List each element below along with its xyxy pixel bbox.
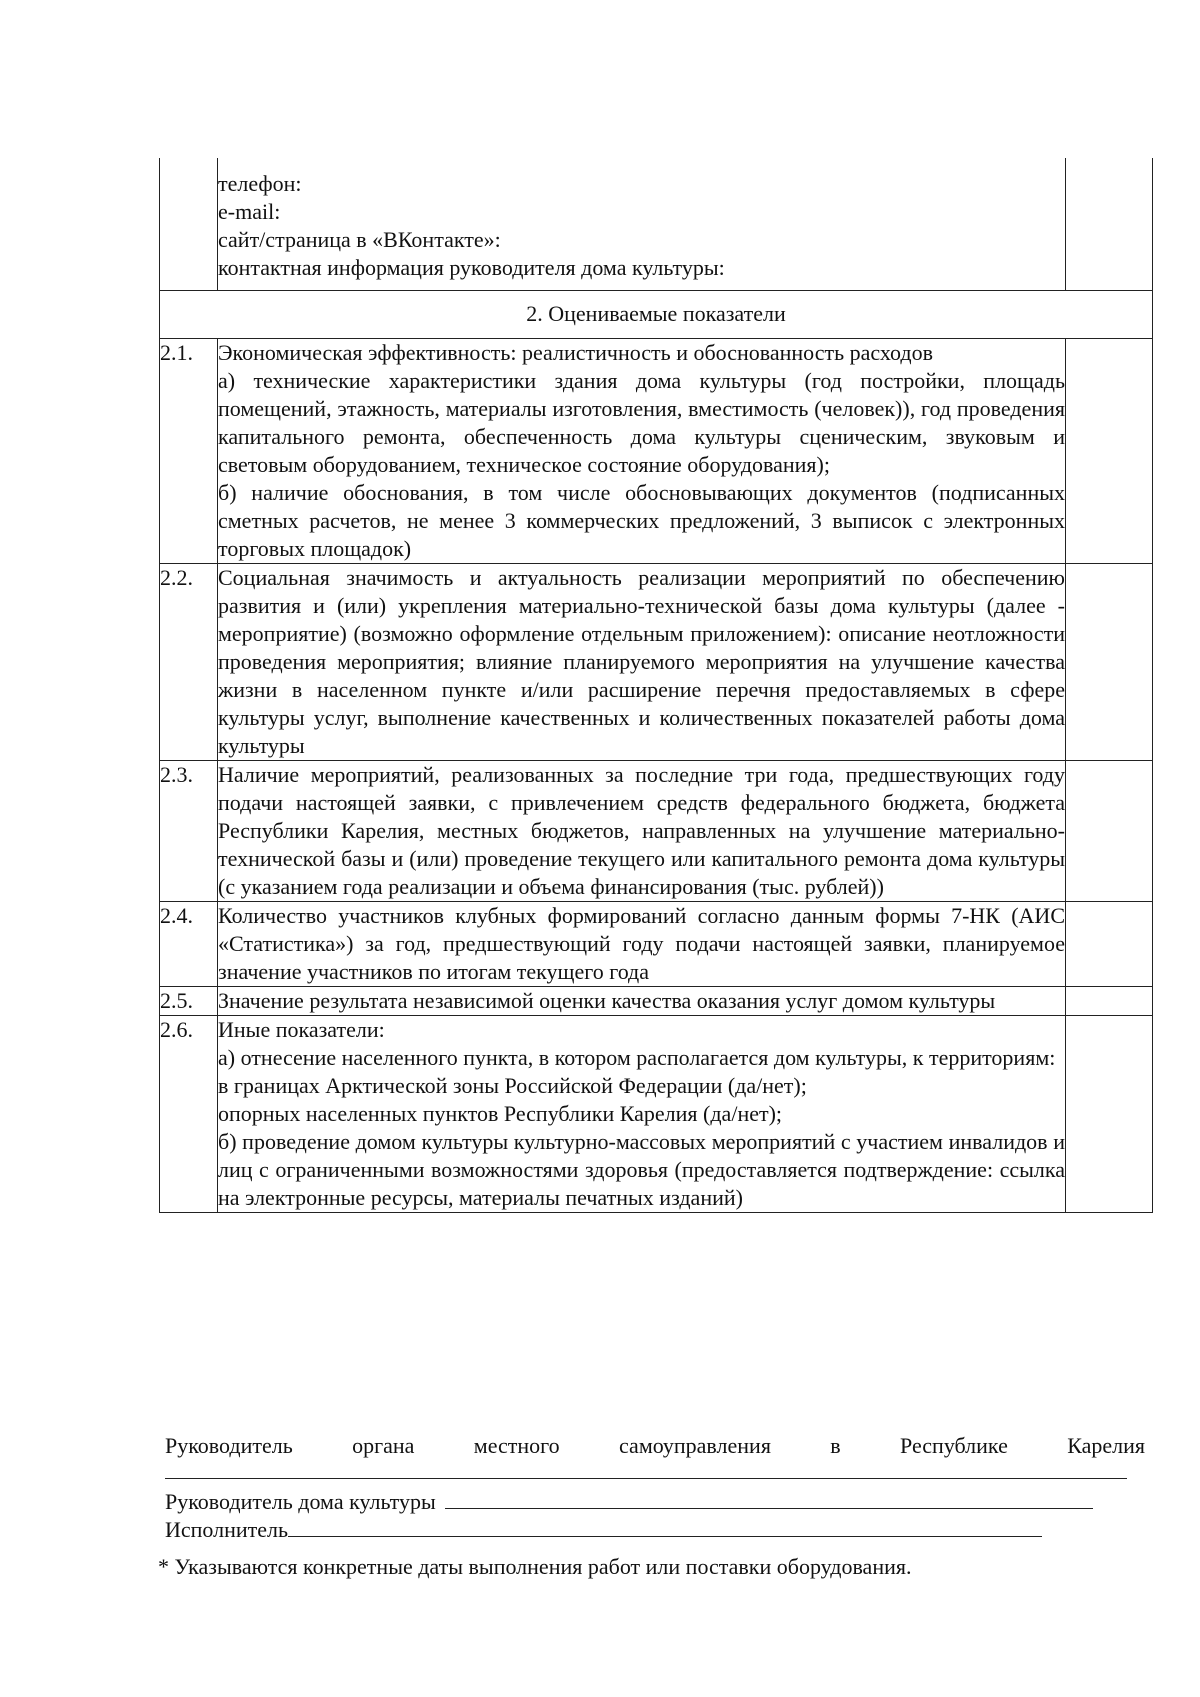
contacts-row <box>160 158 1153 291</box>
row-text-line: Социальная значимость и актуальность реализации мероприятий по обеспечению развития и (или) укрепления материально-технической базы дома культуры (далее - мероприятие) (возможно оформление отдельным приложением): описание неотложности проведения мероприятия; влияние планируемого мероприятия на улучшение качества жизни в населенном пункте и/или расширение перечня предоставляемых в сфере культуры услуг, выполнение качественных и количественных показателей работы дома культуры <box>218 565 1065 758</box>
row-number: 2.3. <box>160 761 218 902</box>
contact-head-info-label: контактная информация руководителя дома культуры: <box>218 255 725 280</box>
table-row <box>160 1016 1153 1213</box>
row-number: 2.4. <box>160 902 218 987</box>
row-text <box>218 902 1066 987</box>
row-text-line: а) отнесение населенного пункта, в котором располагается дом культуры, к территориям: <box>218 1045 1056 1070</box>
executor-signature-line[interactable] <box>288 1516 1042 1537</box>
municipal-head-signature-label <box>165 1432 1145 1460</box>
row-score-cell[interactable] <box>1066 987 1153 1016</box>
row-text <box>218 761 1066 902</box>
table-row <box>160 339 1153 564</box>
row-text-line: Экономическая эффективность: реалистичность и обоснованность расходов <box>218 340 933 365</box>
table-row <box>160 761 1153 902</box>
contacts-value-cell[interactable] <box>1066 158 1153 291</box>
row-score-cell[interactable] <box>1066 564 1153 761</box>
signature-word: местного <box>473 1433 560 1458</box>
municipal-head-signature-line[interactable] <box>165 1478 1127 1479</box>
row-text <box>218 564 1066 761</box>
table-row <box>160 902 1153 987</box>
signature-word: Руководитель <box>165 1433 293 1458</box>
row-text <box>218 1016 1066 1213</box>
row-score-cell[interactable] <box>1066 761 1153 902</box>
section-title: 2. Оцениваемые показатели <box>160 291 1153 339</box>
culture-house-head-signature-line[interactable] <box>445 1488 1093 1509</box>
row-score-cell[interactable] <box>1066 339 1153 564</box>
row-number: 2.1. <box>160 339 218 564</box>
signature-word: Карелия <box>1067 1433 1145 1458</box>
row-text-line: Количество участников клубных формирований согласно данным формы 7-НК (АИС «Статистика») за год, предшествующий году подачи настоящей заявки, планируемое значение участников по итогам текущего года <box>218 903 1065 984</box>
executor-signature <box>165 1516 1145 1544</box>
row-score-cell[interactable] <box>1066 902 1153 987</box>
culture-house-head-label: Руководитель дома культуры <box>165 1489 436 1514</box>
indicators-table <box>159 158 1153 1213</box>
signature-word: органа <box>352 1433 415 1458</box>
signature-word: самоуправления <box>619 1433 771 1458</box>
contact-phone-label: телефон: <box>218 171 302 196</box>
table-row <box>160 564 1153 761</box>
culture-house-head-signature <box>165 1488 1145 1516</box>
row-text-line: опорных населенных пунктов Республики Карелия (да/нет); <box>218 1101 783 1126</box>
row-text <box>218 987 1066 1016</box>
row-text-line: Наличие мероприятий, реализованных за последние три года, предшествующих году подачи настоящей заявки, с привлечением средств федерального бюджета, бюджета Республики Карелия, местных бюджетов, направленных на улучшение материально-технической базы и (или) проведение текущего или капитального ремонта дома культуры (с указанием года реализации и объема финансирования (тыс. рублей)) <box>218 762 1065 899</box>
contacts-text-cell <box>218 158 1066 291</box>
table-row <box>160 987 1153 1016</box>
row-text-line: Иные показатели: <box>218 1017 385 1042</box>
signature-word: в <box>830 1433 841 1458</box>
row-number: 2.5. <box>160 987 218 1016</box>
executor-label: Исполнитель <box>165 1517 289 1542</box>
row-text-line: в границах Арктической зоны Российской Федерации (да/нет); <box>218 1073 807 1098</box>
row-text-line: а) технические характеристики здания дома культуры (год постройки, площадь помещений, этажность, материалы изготовления, вместимость (человек)), год проведения капитального ремонта, обеспеченность дома культуры сценическим, звуковым и световым оборудованием, техническое состояние оборудования); <box>218 368 1065 477</box>
row-text-line: Значение результата независимой оценки качества оказания услуг домом культуры <box>218 988 996 1013</box>
contacts-num-cell <box>160 158 218 291</box>
contact-email-label: e-mail: <box>218 199 281 224</box>
footnote: * Указываются конкретные даты выполнения работ или поставки оборудования. <box>158 1554 912 1579</box>
row-number: 2.6. <box>160 1016 218 1213</box>
row-score-cell[interactable] <box>1066 1016 1153 1213</box>
row-text-line: б) наличие обоснования, в том числе обосновывающих документов (подписанных сметных расчетов, не менее 3 коммерческих предложений, 3 выписок с электронных торговых площадок) <box>218 480 1065 561</box>
signature-word: Республике <box>900 1433 1008 1458</box>
row-text-line: б) проведение домом культуры культурно-массовых мероприятий с участием инвалидов и лиц с ограниченными возможностями здоровья (предоставляется подтверждение: ссылка на электронные ресурсы, материалы печатных изданий) <box>218 1129 1065 1210</box>
row-number: 2.2. <box>160 564 218 761</box>
contact-website-label: сайт/страница в «ВКонтакте»: <box>218 227 501 252</box>
row-text <box>218 339 1066 564</box>
section-header-row <box>160 291 1153 339</box>
